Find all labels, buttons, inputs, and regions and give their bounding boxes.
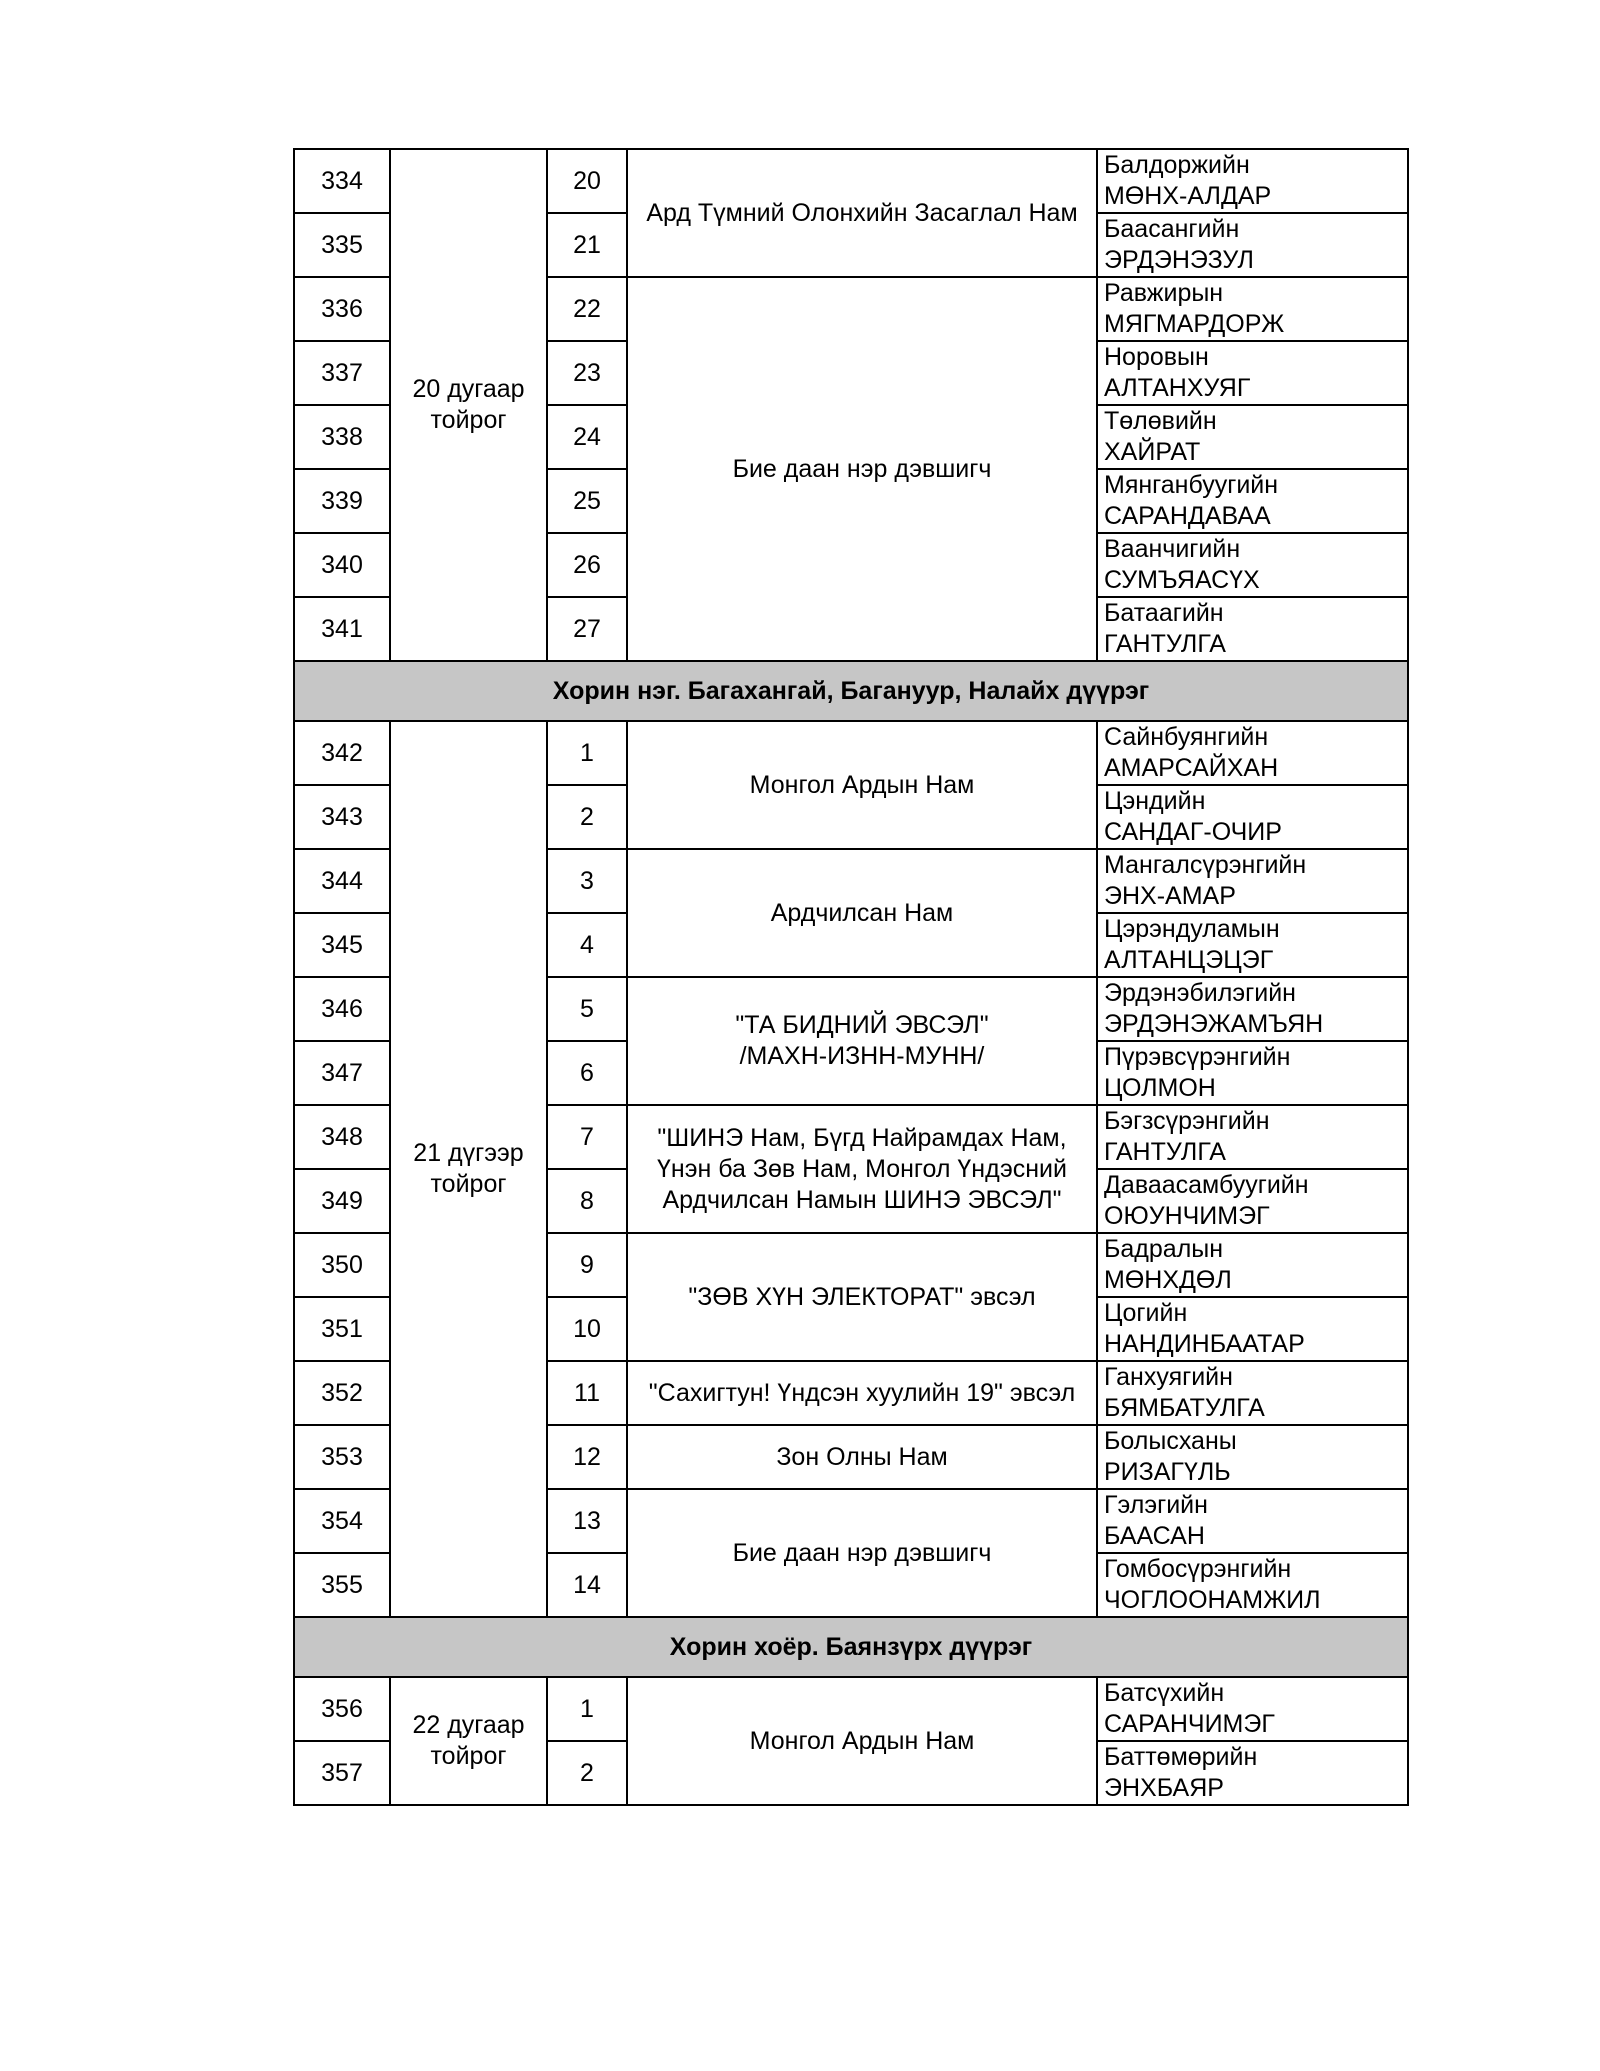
candidate-name [1097,1361,1408,1425]
party-name: Бие даан нэр дэвшигч [627,277,1097,661]
candidate-given-name: САРАНДАВАА [1104,502,1271,530]
candidate-name [1097,469,1408,533]
candidate-number: 352 [294,1361,390,1425]
candidate-given-name: БААСАН [1104,1522,1205,1550]
candidate-number: 351 [294,1297,390,1361]
candidate-patronymic: Пүрэвсүрэнгийн [1104,1043,1291,1071]
ballot-index: 6 [547,1041,627,1105]
district-name: 20 дугаар тойрог [390,149,547,661]
party-name: "ШИНЭ Нам, Бүгд Найрамдах Нам, Үнэн ба Зөв Нам, Монгол Үндэсний Ардчилсан Намын ШИНЭ ЭВСЭЛ" [627,1105,1097,1233]
ballot-index: 23 [547,341,627,405]
candidate-name [1097,913,1408,977]
candidate-name [1097,213,1408,277]
candidate-patronymic: Бэгзсүрэнгийн [1104,1107,1270,1135]
candidate-patronymic: Сайнбуянгийн [1104,723,1269,751]
candidate-name [1097,721,1408,785]
candidate-given-name: МӨНХДӨЛ [1104,1266,1232,1294]
party-name: Ардчилсан Нам [627,849,1097,977]
ballot-index: 10 [547,1297,627,1361]
candidate-name [1097,405,1408,469]
district-name: 22 дугаар тойрог [390,1677,547,1805]
candidate-patronymic: Гомбосүрэнгийн [1104,1555,1292,1583]
candidate-patronymic: Цогийн [1104,1299,1188,1327]
table-row [294,149,1408,213]
candidate-name [1097,1169,1408,1233]
candidate-number: 337 [294,341,390,405]
candidate-name [1097,1553,1408,1617]
section-header: Хорин нэг. Багахангай, Багануур, Налайх дүүрэг [294,661,1408,721]
ballot-index: 20 [547,149,627,213]
candidate-given-name: АМАРСАЙХАН [1104,754,1279,782]
candidate-given-name: ЭНХ-АМАР [1104,882,1236,910]
party-name: Зон Олны Нам [627,1425,1097,1489]
candidate-patronymic: Батаагийн [1104,599,1224,627]
table-row [294,721,1408,785]
candidate-number: 341 [294,597,390,661]
ballot-index: 7 [547,1105,627,1169]
candidate-name [1097,1677,1408,1741]
candidate-number: 357 [294,1741,390,1805]
ballot-index: 12 [547,1425,627,1489]
ballot-index: 26 [547,533,627,597]
candidate-name [1097,597,1408,661]
candidate-name [1097,849,1408,913]
candidate-number: 339 [294,469,390,533]
section-header-row [294,661,1408,721]
candidate-patronymic: Мянганбуугийн [1104,471,1279,499]
candidate-name [1097,1041,1408,1105]
candidate-given-name: НАНДИНБААТАР [1104,1330,1305,1358]
candidate-number: 338 [294,405,390,469]
candidate-patronymic: Цэрэндуламын [1104,915,1280,943]
candidate-name [1097,1233,1408,1297]
ballot-index: 5 [547,977,627,1041]
ballot-index: 9 [547,1233,627,1297]
candidate-given-name: ЭРДЭНЭЖАМЪЯН [1104,1010,1324,1038]
ballot-index: 2 [547,1741,627,1805]
table-row [294,1677,1408,1741]
section-header: Хорин хоёр. Баянзүрх дүүрэг [294,1617,1408,1677]
party-name: Бие даан нэр дэвшигч [627,1489,1097,1617]
candidate-patronymic: Балдоржийн [1104,151,1250,179]
ballot-index: 3 [547,849,627,913]
candidate-given-name: АЛТАНЦЭЦЭГ [1104,946,1274,974]
party-name: "ТА БИДНИЙ ЭВСЭЛ" /МАХН-ИЗНН-МУНН/ [627,977,1097,1105]
candidate-patronymic: Ваанчигийн [1104,535,1241,563]
candidate-given-name: САНДАГ-ОЧИР [1104,818,1282,846]
candidate-name [1097,149,1408,213]
candidate-patronymic: Эрдэнэбилэгийн [1104,979,1296,1007]
candidate-given-name: ОЮУНЧИМЭГ [1104,1202,1270,1230]
candidate-number: 356 [294,1677,390,1741]
candidate-patronymic: Цэндийн [1104,787,1206,815]
candidate-name [1097,1489,1408,1553]
candidate-table-body [294,149,1408,1805]
candidate-number: 346 [294,977,390,1041]
ballot-index: 1 [547,1677,627,1741]
candidate-given-name: ЭНХБАЯР [1104,1774,1224,1802]
ballot-index: 4 [547,913,627,977]
candidate-number: 350 [294,1233,390,1297]
candidate-number: 349 [294,1169,390,1233]
candidate-table [293,148,1409,1806]
candidate-patronymic: Болысханы [1104,1427,1237,1455]
candidate-given-name: ГАНТУЛГА [1104,1138,1226,1166]
candidate-given-name: МӨНХ-АЛДАР [1104,182,1272,210]
candidate-given-name: РИЗАГҮЛЬ [1104,1458,1231,1486]
candidate-patronymic: Бадралын [1104,1235,1224,1263]
candidate-number: 345 [294,913,390,977]
candidate-number: 342 [294,721,390,785]
ballot-index: 1 [547,721,627,785]
candidate-patronymic: Гэлэгийн [1104,1491,1208,1519]
candidate-name [1097,977,1408,1041]
candidate-patronymic: Төлөвийн [1104,407,1217,435]
candidate-number: 340 [294,533,390,597]
candidate-given-name: БЯМБАТУЛГА [1104,1394,1265,1422]
candidate-number: 335 [294,213,390,277]
party-name: "ЗӨВ ХҮН ЭЛЕКТОРАТ" эвсэл [627,1233,1097,1361]
candidate-name [1097,533,1408,597]
candidate-name [1097,277,1408,341]
candidate-number: 336 [294,277,390,341]
ballot-index: 13 [547,1489,627,1553]
ballot-index: 24 [547,405,627,469]
candidate-number: 355 [294,1553,390,1617]
party-name: Монгол Ардын Нам [627,721,1097,849]
candidate-number: 343 [294,785,390,849]
ballot-index: 14 [547,1553,627,1617]
candidate-number: 344 [294,849,390,913]
candidate-number: 354 [294,1489,390,1553]
candidate-name [1097,1741,1408,1805]
candidate-name [1097,785,1408,849]
section-header-row [294,1617,1408,1677]
candidate-given-name: ЧОГЛООНАМЖИЛ [1104,1586,1321,1614]
candidate-name [1097,1105,1408,1169]
ballot-index: 8 [547,1169,627,1233]
ballot-index: 11 [547,1361,627,1425]
candidate-given-name: ГАНТУЛГА [1104,630,1226,658]
candidate-given-name: МЯГМАРДОРЖ [1104,310,1285,338]
candidate-name [1097,341,1408,405]
candidate-given-name: САРАНЧИМЭГ [1104,1710,1275,1738]
candidate-given-name: ЭРДЭНЭЗУЛ [1104,246,1254,274]
ballot-index: 27 [547,597,627,661]
candidate-patronymic: Баттөмөрийн [1104,1743,1258,1771]
ballot-index: 21 [547,213,627,277]
candidate-patronymic: Ганхуягийн [1104,1363,1233,1391]
candidate-given-name: ХАЙРАТ [1104,438,1201,466]
candidate-given-name: СУМЪЯАСҮХ [1104,566,1260,594]
ballot-index: 25 [547,469,627,533]
candidate-number: 353 [294,1425,390,1489]
ballot-index: 2 [547,785,627,849]
candidate-patronymic: Норовын [1104,343,1209,371]
party-name: Ард Түмний Олонхийн Засаглал Нам [627,149,1097,277]
candidate-given-name: ЦОЛМОН [1104,1074,1216,1102]
candidate-patronymic: Даваасамбуугийн [1104,1171,1309,1199]
candidate-patronymic: Баасангийн [1104,215,1240,243]
candidate-patronymic: Равжирын [1104,279,1224,307]
ballot-index: 22 [547,277,627,341]
candidate-name [1097,1297,1408,1361]
candidate-name [1097,1425,1408,1489]
candidate-patronymic: Мангалсүрэнгийн [1104,851,1307,879]
candidate-number: 348 [294,1105,390,1169]
party-name: Монгол Ардын Нам [627,1677,1097,1805]
candidate-number: 334 [294,149,390,213]
candidate-patronymic: Батсүхийн [1104,1679,1225,1707]
party-name: "Сахигтун! Үндсэн хуулийн 19" эвсэл [627,1361,1097,1425]
candidate-number: 347 [294,1041,390,1105]
candidate-given-name: АЛТАНХУЯГ [1104,374,1251,402]
district-name: 21 дүгээр тойрог [390,721,547,1617]
